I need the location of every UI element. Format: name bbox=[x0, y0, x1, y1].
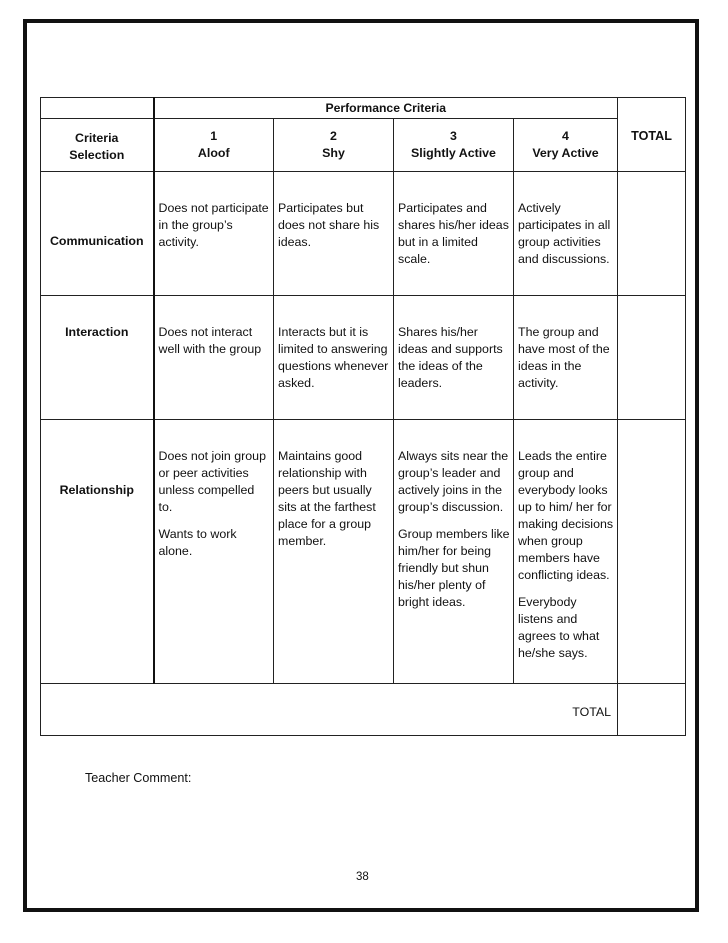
page-number: 38 bbox=[356, 871, 369, 883]
descriptor-cell bbox=[514, 420, 618, 684]
descriptor-cell bbox=[514, 172, 618, 296]
descriptor-text: Participates but does not share his ideas. bbox=[278, 201, 380, 249]
grand-total-cell bbox=[618, 684, 686, 736]
level-number: 1 bbox=[210, 129, 218, 143]
level-name: Aloof bbox=[197, 146, 230, 160]
descriptor-text: Wants to work alone. bbox=[158, 527, 237, 558]
level-number: 2 bbox=[330, 129, 337, 143]
descriptor-cell bbox=[394, 296, 514, 420]
descriptor-text: Leads the entire group and everybody looks up to him/ her for making decisions when group members have conflicting ideas. bbox=[518, 449, 614, 582]
level-name: Very Active bbox=[532, 146, 599, 160]
descriptor-text: Does not join group or peer activities unless compelled to. bbox=[158, 449, 266, 514]
descriptor-text: Shares his/her ideas and supports the ideas of the leaders. bbox=[398, 325, 503, 390]
descriptor-cell bbox=[154, 296, 274, 420]
criteria-header-line1: Criteria bbox=[75, 131, 119, 145]
descriptor-cell bbox=[154, 172, 274, 296]
level-number: 4 bbox=[562, 129, 569, 143]
total-cell bbox=[618, 420, 686, 684]
teacher-comment-label: Teacher Comment: bbox=[85, 771, 192, 785]
descriptor-cell bbox=[514, 296, 618, 420]
level-number: 3 bbox=[450, 129, 457, 143]
table-row bbox=[41, 420, 686, 684]
descriptor-cell bbox=[394, 420, 514, 684]
descriptor-text: Group members like him/her for being friendly but shun his/her plenty of bright ideas. bbox=[398, 527, 510, 609]
descriptor-text: Participates and shares his/her ideas but in a limited scale. bbox=[398, 201, 509, 266]
descriptor-text: Maintains good relationship with peers but usually sits at the farthest place for a group member. bbox=[278, 449, 376, 548]
level-header-4 bbox=[514, 119, 618, 172]
level-name: Shy bbox=[322, 146, 345, 160]
descriptor-cell bbox=[394, 172, 514, 296]
descriptor-text: The group and have most of the ideas in the activity. bbox=[518, 325, 610, 390]
level-header-1 bbox=[154, 119, 274, 172]
table-row bbox=[41, 172, 686, 296]
descriptor-text: Actively participates in all group activities and discussions. bbox=[518, 201, 611, 266]
rubric-table bbox=[40, 97, 686, 736]
criterion-label: Interaction bbox=[41, 296, 154, 420]
descriptor-cell bbox=[154, 420, 274, 684]
descriptor-cell bbox=[274, 172, 394, 296]
table-row bbox=[41, 296, 686, 420]
descriptor-text: Does not participate in the group’s activity. bbox=[158, 201, 269, 249]
total-cell bbox=[618, 296, 686, 420]
level-header-2 bbox=[274, 119, 394, 172]
criterion-label: Relationship bbox=[41, 420, 154, 684]
descriptor-text: Does not interact well with the group bbox=[158, 325, 262, 356]
criterion-label: Communication bbox=[41, 172, 154, 296]
criteria-header-line2: Selection bbox=[69, 148, 125, 162]
total-cell bbox=[618, 172, 686, 296]
descriptor-text: Everybody listens and agrees to what he/she says. bbox=[518, 595, 600, 660]
descriptor-text: Always sits near the group’s leader and actively joins in the group’s discussion. bbox=[398, 449, 509, 514]
performance-criteria-header: Performance Criteria bbox=[154, 98, 618, 119]
descriptor-text: Interacts but it is limited to answering questions whenever asked. bbox=[278, 325, 389, 390]
total-footer-label: TOTAL bbox=[41, 684, 618, 736]
total-row bbox=[41, 684, 686, 736]
criteria-header-top-cell bbox=[41, 98, 154, 119]
total-header: TOTAL bbox=[618, 98, 686, 172]
descriptor-cell bbox=[274, 420, 394, 684]
descriptor-cell bbox=[274, 296, 394, 420]
criteria-selection-header bbox=[41, 119, 154, 172]
level-name: Slightly Active bbox=[411, 146, 496, 160]
level-header-3 bbox=[394, 119, 514, 172]
